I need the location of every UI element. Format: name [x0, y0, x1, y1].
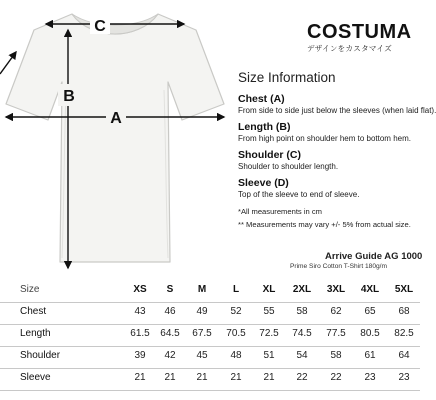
info-heading: Chest (A)	[238, 93, 285, 105]
chest-info	[238, 93, 436, 116]
product-title: Arrive Guide AG 1000	[325, 251, 423, 262]
brand-logo	[307, 22, 412, 54]
table-row	[0, 302, 420, 325]
table-cell: 21	[263, 372, 275, 383]
header-cell: 4XL	[360, 284, 380, 295]
table-cell: 21	[196, 372, 208, 383]
table-cell: 68	[398, 306, 410, 317]
header-cell: 5XL	[394, 284, 414, 295]
table-cell: 70.5	[226, 328, 246, 339]
brand-name: COSTUMA	[307, 21, 412, 43]
row-label: Shoulder	[20, 350, 61, 361]
table-cell: 58	[330, 350, 342, 361]
row-label: Length	[20, 328, 51, 339]
note-variance: ** Measurements may vary +/- 5% from actual size.	[238, 220, 411, 229]
table-cell: 65	[364, 306, 376, 317]
table-cell: 22	[296, 372, 308, 383]
table-cell: 52	[230, 306, 242, 317]
length-label: B	[63, 88, 75, 105]
table-cell: 61	[364, 350, 376, 361]
table-cell: 82.5	[394, 328, 414, 339]
chest-label: A	[110, 110, 122, 127]
table-cell: 43	[134, 306, 146, 317]
info-heading: Sleeve (D)	[238, 177, 289, 189]
header-cell: XL	[262, 284, 276, 295]
table-cell: 46	[164, 306, 176, 317]
table-cell: 48	[230, 350, 242, 361]
table-row	[0, 324, 420, 347]
table-cell: 80.5	[360, 328, 380, 339]
table-cell: 64	[398, 350, 410, 361]
info-description: From high point on shoulder hem to bottom hem.	[238, 134, 411, 143]
table-cell: 42	[164, 350, 176, 361]
sleeve-info	[238, 177, 400, 200]
header-cell: L	[232, 284, 240, 295]
table-cell: 58	[296, 306, 308, 317]
shoulder-label: C	[94, 18, 106, 35]
length-info	[238, 121, 411, 144]
table-cell: 21	[230, 372, 242, 383]
product-info	[250, 251, 423, 271]
table-cell: 54	[296, 350, 308, 361]
table-cell: 62	[330, 306, 342, 317]
table-cell: 21	[164, 372, 176, 383]
tshirt-illustration	[6, 14, 224, 262]
table-cell: 77.5	[326, 328, 346, 339]
info-heading: Length (B)	[238, 121, 291, 133]
header-cell: M	[197, 284, 207, 295]
size-information	[238, 70, 436, 231]
shirt-measurement-diagram	[0, 0, 230, 275]
table-cell: 51	[263, 350, 275, 361]
measurement-notes	[238, 205, 411, 231]
info-description: From side to side just below the sleeves (when laid flat).	[238, 106, 436, 115]
brand-tagline: デザインをカスタマイズ	[307, 44, 393, 53]
table-header-row	[0, 280, 420, 303]
table-row	[0, 368, 420, 391]
header-cell: 3XL	[326, 284, 346, 295]
sleeve-measure-line	[0, 52, 16, 74]
table-cell: 22	[330, 372, 342, 383]
table-cell: 23	[364, 372, 376, 383]
table-cell: 72.5	[259, 328, 279, 339]
info-heading: Shoulder (C)	[238, 149, 301, 161]
header-cell: S	[166, 284, 174, 295]
row-label: Sleeve	[20, 372, 51, 383]
table-cell: 67.5	[192, 328, 212, 339]
table-cell: 64.5	[160, 328, 180, 339]
product-subtitle: Prime Siro Cotton T-Shirt 180g/m	[290, 263, 387, 270]
table-cell: 45	[196, 350, 208, 361]
note-units: *All measurements in cm	[238, 207, 322, 216]
header-cell: XS	[133, 284, 147, 295]
table-row	[0, 346, 420, 369]
header-cell: 2XL	[292, 284, 312, 295]
info-description: Shoulder to shoulder length.	[238, 162, 339, 171]
table-cell: 74.5	[292, 328, 312, 339]
table-cell: 55	[263, 306, 275, 317]
header-size: Size	[20, 284, 40, 295]
size-info-title: Size Information	[238, 70, 336, 85]
shoulder-info	[238, 149, 400, 172]
row-label: Chest	[20, 306, 47, 317]
table-cell: 61.5	[130, 328, 150, 339]
table-cell: 21	[134, 372, 146, 383]
table-cell: 23	[398, 372, 410, 383]
table-cell: 49	[196, 306, 208, 317]
info-description: Top of the sleeve to end of sleeve.	[238, 190, 360, 199]
table-cell: 39	[134, 350, 146, 361]
